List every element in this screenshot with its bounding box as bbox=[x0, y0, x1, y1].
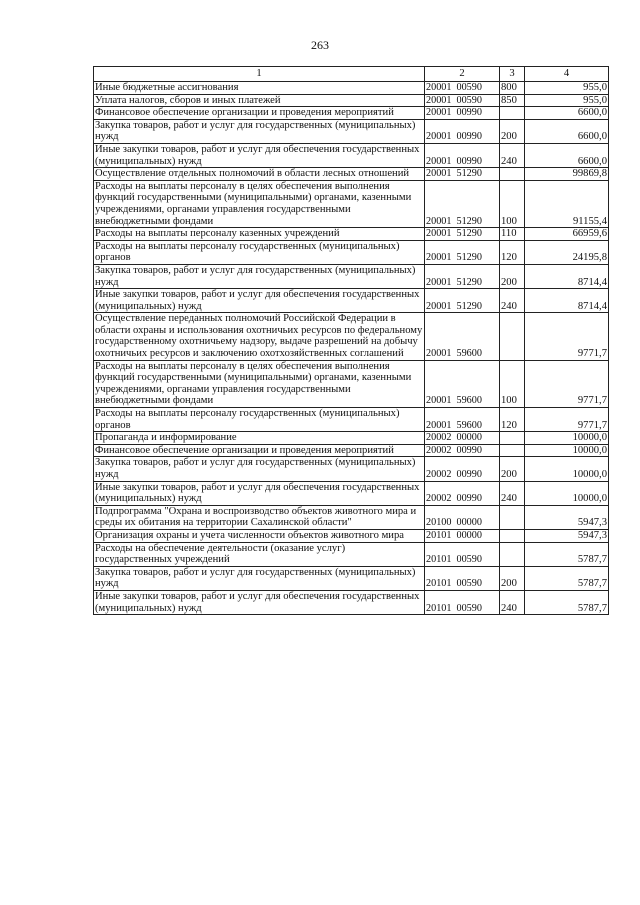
page-number: 263 bbox=[311, 38, 329, 52]
row-code-program: 20001 bbox=[426, 215, 452, 227]
row-code-direction: 00590 bbox=[456, 94, 482, 106]
row-code-direction: 00590 bbox=[456, 554, 482, 566]
table-row bbox=[94, 143, 609, 167]
table-row bbox=[94, 264, 609, 288]
row-amount: 24195,8 bbox=[525, 240, 609, 264]
row-expense-type: 850 bbox=[500, 94, 525, 107]
table-row bbox=[94, 82, 609, 95]
row-code-program: 20001 bbox=[426, 252, 452, 264]
table-header bbox=[94, 67, 609, 82]
row-expense-type: 200 bbox=[500, 457, 525, 481]
row-code bbox=[425, 143, 500, 167]
row-expense-type bbox=[500, 313, 525, 360]
row-code bbox=[425, 168, 500, 181]
row-name: Расходы на выплаты персоналу в целях обеспечения выполнения функций государственными (муниципальными) органами, казенными учреждениями, органами управления государственными внебюджетными фондами bbox=[94, 360, 425, 407]
table-row bbox=[94, 119, 609, 143]
row-name: Осуществление переданных полномочий Российской Федерации в области охраны и использования охотничьих ресурсов по федеральному государственному охотничьему надзору, выдаче разрешений на добычу охотничьих ресурсов и заключению охотхозяйственных соглашений bbox=[94, 313, 425, 360]
row-expense-type bbox=[500, 432, 525, 445]
row-name: Расходы на выплаты персоналу государственных (муниципальных) органов bbox=[94, 240, 425, 264]
row-expense-type: 110 bbox=[500, 228, 525, 241]
header-row bbox=[94, 67, 609, 82]
row-amount: 10000,0 bbox=[525, 481, 609, 505]
row-code-direction: 59600 bbox=[456, 419, 482, 431]
header-col-amount: 4 bbox=[525, 67, 609, 82]
table-row bbox=[94, 360, 609, 407]
row-amount: 6600,0 bbox=[525, 119, 609, 143]
row-code-program: 20101 bbox=[426, 554, 452, 566]
row-amount: 5787,7 bbox=[525, 542, 609, 566]
row-amount: 6600,0 bbox=[525, 107, 609, 120]
row-name: Закупка товаров, работ и услуг для государственных (муниципальных) нужд bbox=[94, 566, 425, 590]
row-expense-type bbox=[500, 529, 525, 542]
row-expense-type: 200 bbox=[500, 566, 525, 590]
table-body bbox=[94, 82, 609, 615]
row-expense-type: 800 bbox=[500, 82, 525, 95]
table-row bbox=[94, 168, 609, 181]
row-code-direction: 51290 bbox=[456, 215, 482, 227]
table-row bbox=[94, 481, 609, 505]
row-name: Подпрограмма "Охрана и воспроизводство объектов животного мира и среды их обитания на территории Сахалинской области" bbox=[94, 505, 425, 529]
row-name: Расходы на выплаты персоналу государственных (муниципальных) органов bbox=[94, 408, 425, 432]
table-row bbox=[94, 590, 609, 614]
table-row bbox=[94, 444, 609, 457]
row-amount: 9771,7 bbox=[525, 360, 609, 407]
row-expense-type: 240 bbox=[500, 590, 525, 614]
row-code-program: 20101 bbox=[426, 529, 452, 541]
row-code bbox=[425, 119, 500, 143]
row-code-program: 20101 bbox=[426, 578, 452, 590]
row-amount: 5947,3 bbox=[525, 505, 609, 529]
row-code-direction: 00990 bbox=[456, 493, 482, 505]
row-code bbox=[425, 529, 500, 542]
row-code-program: 20002 bbox=[426, 444, 452, 456]
row-code bbox=[425, 408, 500, 432]
row-code bbox=[425, 505, 500, 529]
row-expense-type: 240 bbox=[500, 143, 525, 167]
row-code-program: 20001 bbox=[426, 82, 452, 93]
row-amount: 9771,7 bbox=[525, 408, 609, 432]
row-name: Иные закупки товаров, работ и услуг для обеспечения государственных (муниципальных) нужд bbox=[94, 481, 425, 505]
table-row bbox=[94, 107, 609, 120]
row-name: Осуществление отдельных полномочий в области лесных отношений bbox=[94, 168, 425, 181]
row-name: Организация охраны и учета численности объектов животного мира bbox=[94, 529, 425, 542]
row-amount: 10000,0 bbox=[525, 444, 609, 457]
row-expense-type: 120 bbox=[500, 408, 525, 432]
row-name: Уплата налогов, сборов и иных платежей bbox=[94, 94, 425, 107]
row-code-program: 20001 bbox=[426, 94, 452, 106]
row-code-program: 20001 bbox=[426, 419, 452, 431]
row-code bbox=[425, 566, 500, 590]
row-expense-type: 100 bbox=[500, 360, 525, 407]
row-amount: 91155,4 bbox=[525, 180, 609, 227]
row-name: Закупка товаров, работ и услуг для государственных (муниципальных) нужд bbox=[94, 264, 425, 288]
row-name: Иные закупки товаров, работ и услуг для обеспечения государственных (муниципальных) нужд bbox=[94, 289, 425, 313]
row-code-direction: 00000 bbox=[456, 517, 482, 529]
row-amount: 5787,7 bbox=[525, 590, 609, 614]
row-code bbox=[425, 82, 500, 95]
row-code-program: 20001 bbox=[426, 395, 452, 407]
table-row bbox=[94, 529, 609, 542]
row-name: Иные закупки товаров, работ и услуг для обеспечения государственных (муниципальных) нужд bbox=[94, 590, 425, 614]
row-code-program: 20001 bbox=[426, 276, 452, 288]
row-code bbox=[425, 313, 500, 360]
table-row bbox=[94, 505, 609, 529]
row-code-direction: 51290 bbox=[456, 300, 482, 312]
row-name: Иные закупки товаров, работ и услуг для обеспечения государственных (муниципальных) нужд bbox=[94, 143, 425, 167]
row-expense-type bbox=[500, 107, 525, 120]
row-code bbox=[425, 432, 500, 445]
row-code-direction: 00000 bbox=[456, 432, 482, 444]
row-name: Расходы на выплаты персоналу казенных учреждений bbox=[94, 228, 425, 241]
row-code-program: 20001 bbox=[426, 228, 452, 240]
row-amount: 5787,7 bbox=[525, 566, 609, 590]
row-name: Закупка товаров, работ и услуг для государственных (муниципальных) нужд bbox=[94, 119, 425, 143]
header-col-type: 3 bbox=[500, 67, 525, 82]
row-name: Финансовое обеспечение организации и проведения мероприятий bbox=[94, 107, 425, 120]
row-amount: 6600,0 bbox=[525, 143, 609, 167]
row-code bbox=[425, 228, 500, 241]
row-expense-type: 120 bbox=[500, 240, 525, 264]
row-code bbox=[425, 289, 500, 313]
table-row bbox=[94, 180, 609, 227]
header-col-code: 2 bbox=[425, 67, 500, 82]
row-code bbox=[425, 264, 500, 288]
table-row bbox=[94, 408, 609, 432]
row-code-direction: 00990 bbox=[456, 131, 482, 143]
table-row bbox=[94, 94, 609, 107]
row-name: Иные бюджетные ассигнования bbox=[94, 82, 425, 95]
table-row bbox=[94, 240, 609, 264]
row-expense-type bbox=[500, 542, 525, 566]
row-amount: 66959,6 bbox=[525, 228, 609, 241]
row-code-direction: 00990 bbox=[456, 444, 482, 456]
row-expense-type: 200 bbox=[500, 119, 525, 143]
row-code bbox=[425, 360, 500, 407]
header-col-name: 1 bbox=[94, 67, 425, 82]
row-expense-type: 200 bbox=[500, 264, 525, 288]
row-code bbox=[425, 481, 500, 505]
table-row bbox=[94, 457, 609, 481]
row-name: Закупка товаров, работ и услуг для государственных (муниципальных) нужд bbox=[94, 457, 425, 481]
row-code-direction: 00590 bbox=[456, 578, 482, 590]
row-code-direction: 51290 bbox=[456, 228, 482, 240]
row-code bbox=[425, 240, 500, 264]
table-row bbox=[94, 542, 609, 566]
row-code-direction: 51290 bbox=[456, 252, 482, 264]
row-name: Расходы на обеспечение деятельности (оказание услуг) государственных учреждений bbox=[94, 542, 425, 566]
row-code bbox=[425, 107, 500, 120]
row-expense-type bbox=[500, 168, 525, 181]
row-code bbox=[425, 444, 500, 457]
row-amount: 955,0 bbox=[525, 82, 609, 95]
row-code-direction: 00990 bbox=[456, 469, 482, 480]
row-code-program: 20101 bbox=[426, 602, 452, 614]
table-row bbox=[94, 228, 609, 241]
row-code-program: 20001 bbox=[426, 107, 452, 119]
row-amount: 955,0 bbox=[525, 94, 609, 107]
row-amount: 99869,8 bbox=[525, 168, 609, 181]
row-code bbox=[425, 180, 500, 227]
budget-table bbox=[93, 66, 609, 615]
table-row bbox=[94, 313, 609, 360]
row-code bbox=[425, 590, 500, 614]
row-code bbox=[425, 542, 500, 566]
row-code-program: 20002 bbox=[426, 493, 452, 505]
row-name: Финансовое обеспечение организации и проведения мероприятий bbox=[94, 444, 425, 457]
row-expense-type: 240 bbox=[500, 289, 525, 313]
row-code-program: 20001 bbox=[426, 155, 452, 167]
row-name: Пропаганда и информирование bbox=[94, 432, 425, 445]
table-row bbox=[94, 566, 609, 590]
row-code-direction: 00990 bbox=[456, 155, 482, 167]
row-code-program: 20001 bbox=[426, 300, 452, 312]
row-amount: 10000,0 bbox=[525, 457, 609, 481]
row-code bbox=[425, 457, 500, 481]
row-code-program: 20100 bbox=[426, 517, 452, 529]
row-amount: 9771,7 bbox=[525, 313, 609, 360]
row-amount: 10000,0 bbox=[525, 432, 609, 445]
row-code-direction: 51290 bbox=[456, 168, 482, 180]
row-expense-type bbox=[500, 505, 525, 529]
row-code-direction: 00590 bbox=[456, 82, 482, 93]
row-code-direction: 00000 bbox=[456, 529, 482, 541]
row-code-direction: 59600 bbox=[456, 395, 482, 407]
row-code-program: 20002 bbox=[426, 432, 452, 444]
row-code-program: 20001 bbox=[426, 348, 452, 360]
row-code bbox=[425, 94, 500, 107]
row-amount: 5947,3 bbox=[525, 529, 609, 542]
row-amount: 8714,4 bbox=[525, 289, 609, 313]
row-expense-type bbox=[500, 444, 525, 457]
table-row bbox=[94, 289, 609, 313]
row-expense-type: 100 bbox=[500, 180, 525, 227]
row-code-direction: 00590 bbox=[456, 602, 482, 614]
row-code-program: 20001 bbox=[426, 168, 452, 180]
row-code-direction: 59600 bbox=[456, 348, 482, 360]
row-code-direction: 00990 bbox=[456, 107, 482, 119]
row-code-program: 20001 bbox=[426, 131, 452, 143]
row-code-program: 20002 bbox=[426, 469, 452, 480]
row-amount: 8714,4 bbox=[525, 264, 609, 288]
table-row bbox=[94, 432, 609, 445]
row-name: Расходы на выплаты персоналу в целях обеспечения выполнения функций государственными (муниципальными) органами, казенными учреждениями, органами управления государственными внебюджетными фондами bbox=[94, 180, 425, 227]
row-expense-type: 240 bbox=[500, 481, 525, 505]
row-code-direction: 51290 bbox=[456, 276, 482, 288]
